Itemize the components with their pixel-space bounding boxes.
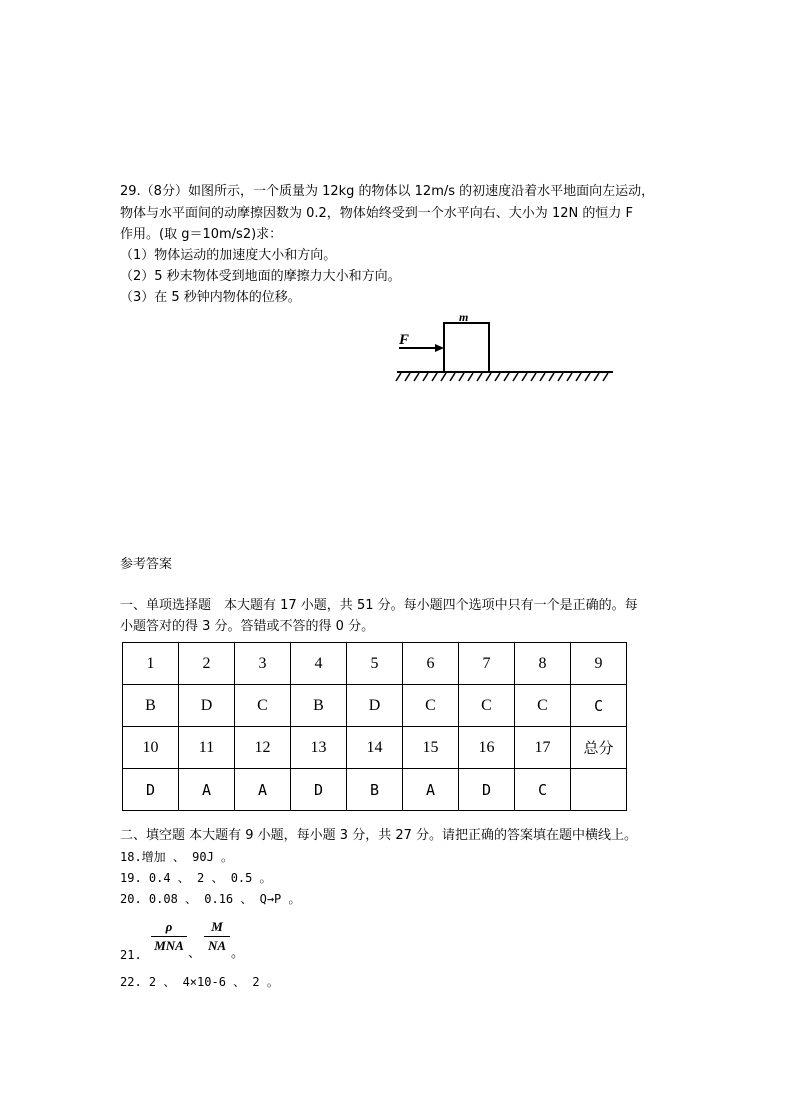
table-cell: 5 xyxy=(347,643,403,685)
fraction-1-denominator: MNA xyxy=(154,938,184,953)
fraction-2-denominator: NA xyxy=(207,938,227,953)
answer-21-prefix: 21. xyxy=(120,948,142,962)
question-line-3: 作用。(取 g＝10m/s2)求： xyxy=(120,227,283,242)
table-row xyxy=(123,685,627,727)
answer-21-fraction-2 xyxy=(204,919,230,954)
mass-label: m xyxy=(459,312,469,324)
question-sub-1: （1）物体运动的加速度大小和方向。 xyxy=(120,248,337,263)
table-cell: 4 xyxy=(291,643,347,685)
table-cell: D xyxy=(347,685,403,727)
force-block-diagram xyxy=(395,312,620,387)
table-cell: A xyxy=(179,769,235,811)
ground-hatching xyxy=(396,373,608,381)
answer-19: 19. 0.4 、 2 、 0.5 。 xyxy=(120,871,272,885)
table-cell: 15 xyxy=(403,727,459,769)
table-cell: 12 xyxy=(235,727,291,769)
table-cell: B xyxy=(347,769,403,811)
table-cell: C xyxy=(515,685,571,727)
fraction-2-numerator: M xyxy=(204,919,230,937)
question-sub-2: （2）5 秒末物体受到地面的摩擦力大小和方向。 xyxy=(120,269,401,284)
answer-20: 20. 0.08 、 0.16 、 Q→P 。 xyxy=(120,892,301,906)
table-cell: B xyxy=(123,685,179,727)
table-cell: C xyxy=(571,685,627,727)
answer-table xyxy=(122,642,627,811)
fraction-1-numerator: ρ xyxy=(151,919,187,937)
table-cell: 14 xyxy=(347,727,403,769)
table-cell: D xyxy=(123,769,179,811)
table-cell: 17 xyxy=(515,727,571,769)
table-row xyxy=(123,769,627,811)
table-cell: 2 xyxy=(179,643,235,685)
table-cell: D xyxy=(179,685,235,727)
block-m xyxy=(444,323,489,372)
section1-line-1: 一、单项选择题 本大题有 17 小题，共 51 分。每小题四个选项中只有一个是正确的。每 xyxy=(120,598,638,613)
answers-heading: 参考答案 xyxy=(120,557,173,572)
table-cell: C xyxy=(459,685,515,727)
table-cell: 6 xyxy=(403,643,459,685)
table-cell: 13 xyxy=(291,727,347,769)
table-cell: 11 xyxy=(179,727,235,769)
question-sub-3: （3）在 5 秒钟内物体的位移。 xyxy=(120,290,301,305)
table-cell: C xyxy=(515,769,571,811)
table-cell: 9 xyxy=(571,643,627,685)
table-row xyxy=(123,643,627,685)
answer-22: 22. 2 、 4×10-6 、 2 。 xyxy=(120,975,279,989)
section1-line-2: 小题答对的得 3 分。答错或不答的得 0 分。 xyxy=(120,619,375,634)
table-cell: A xyxy=(235,769,291,811)
table-row xyxy=(123,727,627,769)
table-cell: 1 xyxy=(123,643,179,685)
force-arrowhead xyxy=(435,344,444,352)
table-cell: 10 xyxy=(123,727,179,769)
table-cell: 总分 xyxy=(571,727,627,769)
answer-21-end: 。 xyxy=(231,946,245,961)
table-cell: 8 xyxy=(515,643,571,685)
table-cell: 16 xyxy=(459,727,515,769)
table-cell: 7 xyxy=(459,643,515,685)
table-cell: 3 xyxy=(235,643,291,685)
question-line-2: 物体与水平面间的动摩擦因数为 0.2，物体始终受到一个水平向右、大小为 12N 的恒力 F xyxy=(120,206,633,221)
question-line-1: 29.（8分）如图所示，一个质量为 12kg 的物体以 12m/s 的初速度沿着水平地面向左运动， xyxy=(120,184,655,199)
answer-18: 18.增加 、 90J 。 xyxy=(120,850,234,864)
table-cell: D xyxy=(459,769,515,811)
answer-21-fraction-1 xyxy=(151,919,187,954)
table-cell: D xyxy=(291,769,347,811)
table-cell xyxy=(571,769,627,811)
force-label: F xyxy=(399,332,410,348)
table-cell: C xyxy=(235,685,291,727)
table-cell: A xyxy=(403,769,459,811)
answer-21-separator: 、 xyxy=(188,946,202,961)
table-cell: C xyxy=(403,685,459,727)
section2-line: 二、填空题 本大题有 9 小题，每小题 3 分，共 27 分。请把正确的答案填在题中横线上。 xyxy=(120,828,638,843)
table-cell: B xyxy=(291,685,347,727)
